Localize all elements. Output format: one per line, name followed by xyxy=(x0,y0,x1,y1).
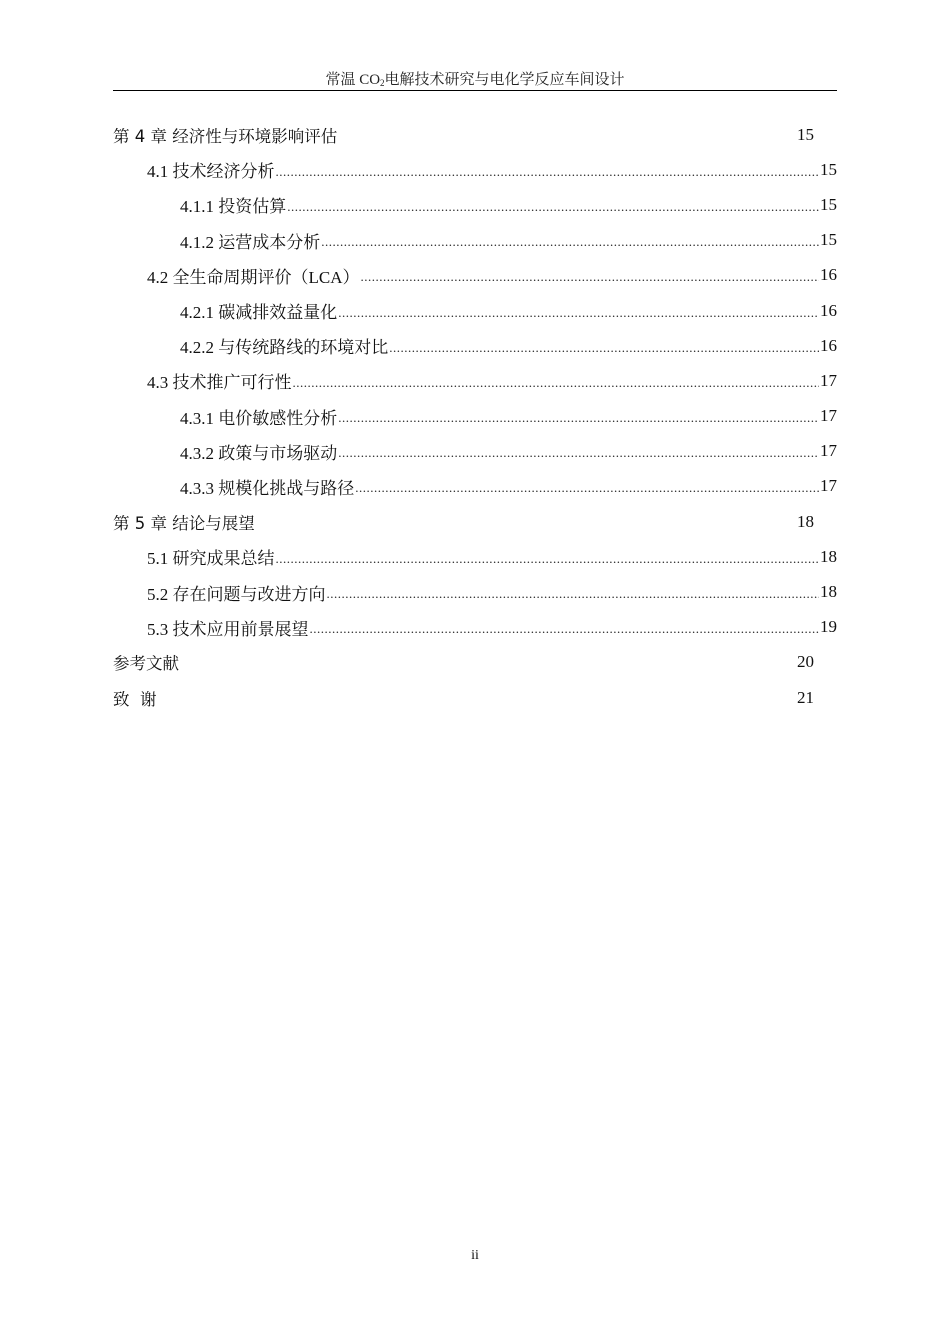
dot-leader xyxy=(389,340,819,356)
dot-leader xyxy=(338,410,819,426)
header-title-subscript: 2 xyxy=(380,78,385,88)
toc-entry-page: 16 xyxy=(820,335,837,355)
toc-entry-page: 18 xyxy=(820,582,837,602)
toc-entry-chapter-5[interactable] xyxy=(113,504,837,539)
toc-entry-4-3-1[interactable] xyxy=(113,399,837,434)
toc-entry-4-1-1[interactable] xyxy=(113,187,837,222)
toc-entry-title: 4.1.2 运营成本分析 xyxy=(180,232,321,252)
toc-entry-title: 4.3 技术推广可行性 xyxy=(147,373,292,393)
toc-entry-title: 4.2 全生命周期评价（LCA） xyxy=(147,267,360,287)
toc-entry-title: 4.3.3 规模化挑战与路径 xyxy=(180,478,355,498)
toc-entry-page: 15 xyxy=(820,194,837,214)
toc-entry-page: 19 xyxy=(820,617,837,637)
toc-entry-4-3[interactable] xyxy=(113,363,837,398)
dot-leader xyxy=(276,551,820,567)
toc-entry-page: 17 xyxy=(820,406,837,426)
toc-entry-acknowledgements[interactable] xyxy=(113,680,837,715)
toc-entry-4-2-1[interactable] xyxy=(113,293,837,328)
toc-entry-4-3-3[interactable] xyxy=(113,469,837,504)
toc-entry-title: 第 5 章 结论与展望 xyxy=(113,513,255,533)
dot-leader xyxy=(327,586,820,602)
dot-leader xyxy=(338,305,819,321)
dot-leader xyxy=(355,480,819,496)
toc-entry-page: 20 xyxy=(797,652,814,672)
toc-entry-4-2[interactable] xyxy=(113,258,837,293)
dot-leader xyxy=(276,164,820,180)
page-number: ii xyxy=(471,1248,479,1263)
toc-entry-title: 4.3.1 电价敏感性分析 xyxy=(180,408,338,428)
toc-entry-4-3-2[interactable] xyxy=(113,434,837,469)
toc-entry-title: 参考文献 xyxy=(113,654,179,674)
toc-entry-page: 15 xyxy=(820,159,837,179)
header-title-post: 电解技术研究与电化学反应车间设计 xyxy=(384,72,625,88)
header-title-pre: 常温 CO xyxy=(325,72,381,88)
dot-leader xyxy=(361,269,820,285)
toc-entry-4-1-2[interactable] xyxy=(113,223,837,258)
toc-entry-title: 第 4 章 经济性与环境影响评估 xyxy=(113,126,338,146)
toc-entry-title: 5.3 技术应用前景展望 xyxy=(147,619,309,639)
toc-entry-title: 5.1 研究成果总结 xyxy=(147,549,275,569)
toc-entry-page: 15 xyxy=(820,230,837,250)
dot-leader xyxy=(293,375,820,391)
toc-entry-title: 4.3.2 政策与市场驱动 xyxy=(180,443,338,463)
toc-entry-page: 17 xyxy=(820,441,837,461)
toc-entry-title: 致 谢 xyxy=(113,689,157,709)
toc-entry-5-3[interactable] xyxy=(113,610,837,645)
toc-entry-title: 5.2 存在问题与改进方向 xyxy=(147,584,326,604)
toc-entry-title: 4.1.1 投资估算 xyxy=(180,197,287,217)
toc-entry-page: 21 xyxy=(797,687,814,707)
toc-entry-5-2[interactable] xyxy=(113,574,837,609)
toc-entry-page: 18 xyxy=(820,546,837,566)
toc-entry-page: 15 xyxy=(797,124,814,144)
toc-entry-chapter-4[interactable] xyxy=(113,117,837,152)
dot-leader xyxy=(287,199,819,215)
toc-entry-page: 16 xyxy=(820,265,837,285)
dot-leader xyxy=(338,445,819,461)
toc-entry-page: 16 xyxy=(820,300,837,320)
dot-leader xyxy=(310,621,820,637)
running-header xyxy=(113,68,837,89)
toc-entry-page: 17 xyxy=(820,370,837,390)
toc-entry-page: 17 xyxy=(820,476,837,496)
toc-entry-4-2-2[interactable] xyxy=(113,328,837,363)
toc-entry-title: 4.2.2 与传统路线的环境对比 xyxy=(180,338,389,358)
toc-entry-title: 4.2.1 碳减排效益量化 xyxy=(180,303,338,323)
table-of-contents xyxy=(113,117,837,715)
toc-entry-title: 4.1 技术经济分析 xyxy=(147,162,275,182)
dot-leader xyxy=(321,234,819,250)
toc-entry-references[interactable] xyxy=(113,645,837,680)
toc-entry-page: 18 xyxy=(797,511,814,531)
toc-entry-4-1[interactable] xyxy=(113,152,837,187)
header-rule xyxy=(113,90,837,91)
toc-entry-5-1[interactable] xyxy=(113,539,837,574)
